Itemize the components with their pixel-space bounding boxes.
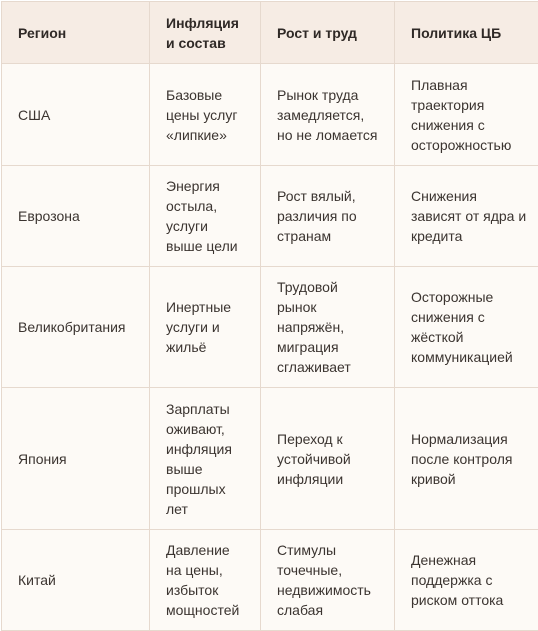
header-region: Регион — [2, 2, 150, 64]
cell-policy: Нормализация после контроля кривой — [395, 388, 538, 530]
table-row — [2, 530, 538, 631]
cell-growth: Рынок труда замедляется, но не ломается — [261, 64, 395, 166]
table-row — [2, 267, 538, 388]
cell-region: Япония — [2, 388, 150, 530]
cell-region: Великобритания — [2, 267, 150, 388]
header-growth: Рост и труд — [261, 2, 395, 64]
header-policy: Политика ЦБ — [395, 2, 538, 64]
table-header — [2, 2, 538, 64]
cell-policy: Снижения зависят от ядра и кредита — [395, 166, 538, 267]
cell-policy: Плавная траектория снижения с осторожностью — [395, 64, 538, 166]
cell-inflation: Инертные услуги и жильё — [150, 267, 261, 388]
table-row — [2, 388, 538, 530]
table-row — [2, 64, 538, 166]
cell-growth: Трудовой рынок напряжён, миграция сглаживает — [261, 267, 395, 388]
comparison-table — [1, 1, 538, 631]
cell-policy: Денежная поддержка с риском оттока — [395, 530, 538, 631]
cell-growth: Рост вялый, различия по странам — [261, 166, 395, 267]
cell-growth: Стимулы точечные, недвижимость слабая — [261, 530, 395, 631]
cell-policy: Осторожные снижения с жёсткой коммуникацией — [395, 267, 538, 388]
cell-region: Китай — [2, 530, 150, 631]
cell-inflation: Зарплаты оживают, инфляция выше прошлых лет — [150, 388, 261, 530]
cell-growth: Переход к устойчивой инфляции — [261, 388, 395, 530]
header-row — [2, 2, 538, 64]
cell-inflation: Энергия остыла, услуги выше цели — [150, 166, 261, 267]
cell-inflation: Базовые цены услуг «липкие» — [150, 64, 261, 166]
header-inflation: Инфляция и состав — [150, 2, 261, 64]
table-row — [2, 166, 538, 267]
cell-region: Еврозона — [2, 166, 150, 267]
cell-region: США — [2, 64, 150, 166]
cell-inflation: Давление на цены, избыток мощностей — [150, 530, 261, 631]
table-body — [2, 64, 538, 631]
